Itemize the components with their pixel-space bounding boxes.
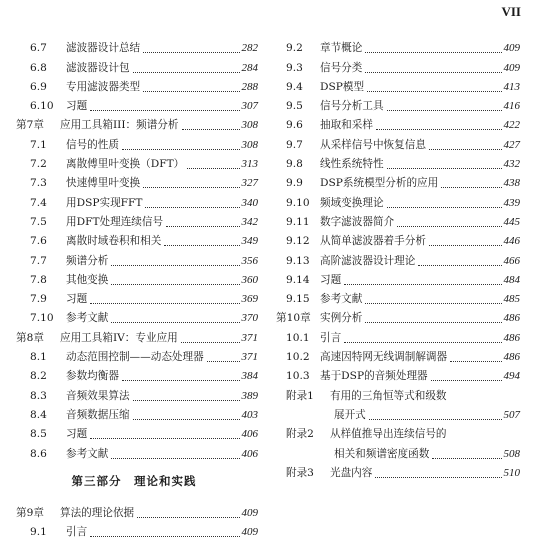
- toc-entry-number: 9.11: [286, 215, 310, 228]
- toc-section-entry: [276, 229, 520, 248]
- toc-section-entry: [10, 345, 258, 364]
- toc-leader-dots: [143, 52, 239, 53]
- toc-entry-page: 360: [241, 273, 258, 286]
- toc-entry-number: 9.13: [286, 254, 310, 267]
- part-heading: 第三部分 理论和实践: [71, 473, 197, 488]
- toc-section-entry: [10, 248, 258, 267]
- toc-section-entry: [276, 248, 520, 267]
- toc-entry-title: 离散时域卷积和相关: [66, 235, 162, 248]
- toc-entry-title: 章节概论: [320, 42, 363, 55]
- toc-entry-number: 附录3: [286, 466, 314, 479]
- toc-entry-title: 习题: [66, 100, 88, 113]
- toc-right-column: [276, 36, 520, 480]
- toc-entry-page: 485: [503, 293, 520, 306]
- toc-entry-number: 10.3: [286, 370, 310, 383]
- toc-entry-title: 用DFT处理连续信号: [66, 215, 164, 228]
- toc-leader-dots: [429, 245, 502, 246]
- toc-entry-number: 8.1: [30, 351, 47, 364]
- toc-entry-title: 滤波器设计总结: [66, 42, 141, 55]
- toc-leader-dots: [111, 284, 239, 285]
- toc-section-entry: [10, 306, 258, 325]
- toc-appendix-entry: [276, 403, 520, 422]
- toc-entry-title: 参考文献: [320, 293, 363, 306]
- toc-leader-dots: [365, 72, 501, 73]
- toc-leader-dots: [133, 400, 240, 401]
- toc-entry-title: 应用工具箱IV：专业应用: [60, 331, 178, 344]
- toc-entry-page: 282: [241, 42, 258, 55]
- toc-section-entry: [276, 152, 520, 171]
- toc-section-entry: [10, 422, 258, 441]
- toc-leader-dots: [182, 129, 240, 130]
- toc-leader-dots: [137, 517, 239, 518]
- toc-leader-dots: [441, 187, 501, 188]
- toc-section-entry: [10, 55, 258, 74]
- toc-section-entry: [10, 403, 258, 422]
- toc-leader-dots: [90, 303, 239, 304]
- toc-entry-page: 427: [503, 138, 520, 151]
- toc-entry-page: 508: [503, 447, 520, 460]
- toc-leader-dots: [122, 380, 240, 381]
- toc-leader-dots: [365, 52, 501, 53]
- toc-entry-page: 466: [503, 254, 520, 267]
- toc-entry-number: 第8章: [16, 331, 44, 344]
- toc-section-entry: [276, 113, 520, 132]
- toc-entry-title: 音频效果算法: [66, 389, 130, 402]
- toc-entry-title: 线性系统特性: [320, 158, 384, 171]
- toc-entry-number: 第9章: [16, 506, 44, 519]
- toc-leader-dots: [90, 536, 239, 537]
- toc-section-entry: [10, 132, 258, 151]
- toc-entry-number: 7.3: [30, 177, 47, 190]
- toc-leader-dots: [387, 207, 502, 208]
- toc-section-entry: [276, 171, 520, 190]
- toc-entry-number: 9.15: [286, 293, 310, 306]
- toc-entry-title: 参考文献: [66, 312, 109, 325]
- toc-entry-title: 实例分析: [320, 312, 363, 325]
- toc-leader-dots: [418, 265, 501, 266]
- toc-leader-dots: [431, 380, 502, 381]
- toc-chapter-entry: [10, 113, 258, 132]
- toc-entry-number: 9.14: [286, 273, 310, 286]
- toc-leader-dots: [375, 477, 501, 478]
- toc-entry-number: 7.5: [30, 215, 47, 228]
- toc-section-entry: [10, 268, 258, 287]
- toc-entry-number: 8.5: [30, 428, 47, 441]
- toc-section-entry: [276, 268, 520, 287]
- toc-entry-title: 信号的性质: [66, 138, 119, 151]
- toc-entry-title: DSP系统模型分析的应用: [320, 177, 439, 190]
- toc-entry-title: 动态范围控制——动态处理器: [66, 351, 204, 364]
- toc-leader-dots: [369, 419, 502, 420]
- toc-leader-dots: [111, 265, 239, 266]
- toc-leader-dots: [143, 187, 239, 188]
- toc-entry-page: 445: [503, 215, 520, 228]
- toc-entry-number: 7.1: [30, 138, 47, 151]
- toc-leader-dots: [365, 322, 501, 323]
- toc-entry-page: 484: [503, 273, 520, 286]
- toc-entry-title: 高阶滤波器设计理论: [320, 254, 416, 267]
- toc-entry-title: 信号分类: [320, 61, 363, 74]
- toc-entry-title: 快速傅里叶变换: [66, 177, 141, 190]
- toc-entry-page: 416: [503, 100, 520, 113]
- toc-chapter-entry: [276, 306, 520, 325]
- toc-entry-number: 附录2: [286, 428, 314, 441]
- toc-section-entry: [10, 152, 258, 171]
- toc-entry-title: 引言: [66, 526, 88, 539]
- toc-section-entry: [10, 171, 258, 190]
- toc-section-entry: [10, 229, 258, 248]
- toc-leader-dots: [397, 226, 501, 227]
- toc-leader-dots: [429, 149, 502, 150]
- toc-leader-dots: [365, 303, 501, 304]
- toc-leader-dots: [90, 110, 239, 111]
- toc-chapter-entry: [10, 325, 258, 344]
- toc-entry-title: 信号分析工具: [320, 100, 384, 113]
- toc-entry-page: 409: [241, 506, 258, 519]
- toc-entry-number: 9.3: [286, 61, 303, 74]
- toc-entry-title: 参数均衡器: [66, 370, 119, 383]
- toc-entry-number: 7.4: [30, 196, 47, 209]
- toc-entry-title: 高速因特网无线调制解调器: [320, 351, 448, 364]
- toc-entry-page: 308: [241, 138, 258, 151]
- toc-appendix-entry: [276, 461, 520, 480]
- toc-leader-dots: [207, 361, 240, 362]
- toc-entry-page: 510: [503, 466, 520, 479]
- toc-entry-title: 从简单滤波器着手分析: [320, 235, 426, 248]
- toc-entry-number: 7.7: [30, 254, 47, 267]
- toc-entry-page: 342: [241, 215, 258, 228]
- toc-entry-page: 371: [241, 351, 258, 364]
- toc-entry-number: 7.10: [30, 312, 54, 325]
- toc-entry-page: 507: [503, 408, 520, 421]
- toc-section-entry: [10, 364, 258, 383]
- toc-section-entry: [276, 75, 520, 94]
- toc-entry-title: 参考文献: [66, 447, 109, 460]
- toc-entry-number: 9.9: [286, 177, 303, 190]
- toc-entry-title: 从样值推导出连续信号的: [330, 428, 447, 441]
- toc-leader-dots: [143, 91, 239, 92]
- toc-section-entry: [276, 190, 520, 209]
- toc-entry-number: 8.3: [30, 389, 47, 402]
- toc-leader-dots: [90, 438, 239, 439]
- toc-entry-title: 音频数据压缩: [66, 408, 130, 421]
- toc-section-entry: [276, 345, 520, 364]
- toc-entry-page: 486: [503, 312, 520, 325]
- toc-left-column: [10, 36, 258, 539]
- toc-entry-number: 附录1: [286, 389, 314, 402]
- toc-entry-title: 引言: [320, 331, 342, 344]
- toc-entry-number: 8.4: [30, 408, 47, 421]
- toc-entry-title: 光盘内容: [330, 466, 373, 479]
- toc-entry-number: 9.2: [286, 42, 303, 55]
- toc-entry-number: 9.7: [286, 138, 303, 151]
- toc-entry-number: 9.12: [286, 235, 310, 248]
- toc-entry-title: 展开式: [334, 408, 366, 421]
- toc-entry-title: 频谱分析: [66, 254, 109, 267]
- toc-entry-number: 6.8: [30, 61, 47, 74]
- toc-entry-page: 327: [241, 177, 258, 190]
- toc-entry-page: 438: [503, 177, 520, 190]
- toc-appendix-entry: [276, 383, 520, 402]
- toc-entry-number: 8.2: [30, 370, 47, 383]
- toc-entry-page: 409: [503, 42, 520, 55]
- toc-entry-number: 7.9: [30, 293, 47, 306]
- toc-entry-number: 7.2: [30, 158, 47, 171]
- toc-entry-number: 第10章: [276, 312, 311, 325]
- toc-entry-title: 用DSP实现FFT: [66, 196, 143, 209]
- toc-entry-page: 288: [241, 80, 258, 93]
- toc-entry-number: 9.5: [286, 100, 303, 113]
- toc-leader-dots: [166, 226, 239, 227]
- toc-entry-number: 10.1: [286, 331, 310, 344]
- toc-entry-title: 频域变换理论: [320, 196, 384, 209]
- toc-section-entry: [10, 210, 258, 229]
- toc-entry-page: 432: [503, 158, 520, 171]
- toc-leader-dots: [133, 419, 240, 420]
- toc-leader-dots: [367, 91, 501, 92]
- toc-appendix-entry: [276, 422, 520, 441]
- toc-entry-page: 371: [241, 331, 258, 344]
- toc-entry-page: 486: [503, 351, 520, 364]
- toc-section-entry: [276, 364, 520, 383]
- toc-entry-number: 8.6: [30, 447, 47, 460]
- toc-entry-page: 439: [503, 196, 520, 209]
- toc-entry-page: 369: [241, 293, 258, 306]
- toc-entry-title: 习题: [320, 273, 342, 286]
- toc-leader-dots: [133, 72, 240, 73]
- toc-entry-title: 滤波器设计包: [66, 61, 130, 74]
- toc-entry-page: 307: [241, 100, 258, 113]
- toc-entry-title: 相关和频谱密度函数: [334, 447, 430, 460]
- toc-appendix-entry: [276, 441, 520, 460]
- toc-section-entry: [276, 325, 520, 344]
- toc-entry-title: 算法的理论依据: [60, 506, 135, 519]
- toc-entry-number: 7.8: [30, 273, 47, 286]
- toc-leader-dots: [111, 458, 239, 459]
- toc-section-entry: [10, 94, 258, 113]
- toc-entry-page: 384: [241, 370, 258, 383]
- toc-entry-number: 10.2: [286, 351, 310, 364]
- toc-section-entry: [10, 383, 258, 402]
- toc-section-entry: [10, 190, 258, 209]
- toc-section-entry: [10, 441, 258, 460]
- toc-entry-number: 6.7: [30, 42, 47, 55]
- toc-leader-dots: [145, 207, 239, 208]
- toc-leader-dots: [122, 149, 240, 150]
- toc-entry-number: 9.10: [286, 196, 310, 209]
- toc-entry-page: 409: [241, 526, 258, 539]
- toc-section-entry: [276, 287, 520, 306]
- toc-entry-page: 494: [503, 370, 520, 383]
- toc-entry-page: 340: [241, 196, 258, 209]
- toc-entry-page: 308: [241, 119, 258, 132]
- toc-leader-dots: [344, 284, 501, 285]
- toc-entry-number: 6.10: [30, 100, 54, 113]
- toc-leader-dots: [376, 129, 502, 130]
- toc-section-entry: [276, 210, 520, 229]
- toc-leader-dots: [387, 168, 502, 169]
- toc-entry-number: 第7章: [16, 119, 44, 132]
- toc-leader-dots: [181, 342, 240, 343]
- toc-section-entry: [276, 55, 520, 74]
- toc-entry-title: 其他变换: [66, 273, 109, 286]
- toc-section-entry: [10, 36, 258, 55]
- toc-entry-title: 应用工具箱III：频谱分析: [60, 119, 179, 132]
- toc-entry-page: 313: [241, 158, 258, 171]
- toc-entry-number: 6.9: [30, 80, 47, 93]
- toc-entry-title: 数字滤波器简介: [320, 215, 395, 228]
- toc-entry-number: 9.6: [286, 119, 303, 132]
- toc-entry-title: DSP模型: [320, 80, 365, 93]
- toc-entry-page: 389: [241, 389, 258, 402]
- toc-entry-page: 349: [241, 235, 258, 248]
- toc-entry-title: 专用滤波器类型: [66, 80, 141, 93]
- toc-entry-title: 习题: [66, 428, 88, 441]
- toc-section-entry: [10, 287, 258, 306]
- toc-entry-page: 403: [241, 408, 258, 421]
- toc-entry-page: 486: [503, 331, 520, 344]
- toc-entry-page: 413: [503, 80, 520, 93]
- toc-entry-number: 9.1: [30, 526, 47, 539]
- toc-entry-number: 7.6: [30, 235, 47, 248]
- toc-section-entry: [10, 75, 258, 94]
- toc-entry-number: 9.4: [286, 80, 303, 93]
- toc-entry-number: 9.8: [286, 158, 303, 171]
- toc-entry-title: 基于DSP的音频处理器: [320, 370, 428, 383]
- toc-chapter-entry: [10, 501, 258, 520]
- toc-leader-dots: [432, 458, 501, 459]
- toc-entry-title: 从采样信号中恢复信息: [320, 138, 426, 151]
- toc-entry-page: 409: [503, 61, 520, 74]
- toc-entry-page: 446: [503, 235, 520, 248]
- toc-section-entry: [276, 36, 520, 55]
- toc-section-entry: [276, 132, 520, 151]
- toc-entry-title: 离散傅里叶变换（DFT）: [66, 158, 185, 171]
- toc-leader-dots: [111, 322, 239, 323]
- toc-section-entry: [276, 94, 520, 113]
- toc-leader-dots: [164, 245, 239, 246]
- toc-entry-page: 356: [241, 254, 258, 267]
- toc-entry-page: 284: [241, 61, 258, 74]
- toc-entry-page: 422: [503, 119, 520, 132]
- toc-section-entry: [10, 520, 258, 539]
- toc-entry-page: 406: [241, 447, 258, 460]
- toc-leader-dots: [387, 110, 502, 111]
- toc-entry-page: 370: [241, 312, 258, 325]
- toc-entry-title: 习题: [66, 293, 88, 306]
- toc-entry-title: 抽取和采样: [320, 119, 373, 132]
- toc-leader-dots: [450, 361, 501, 362]
- page-number: VII: [501, 4, 521, 19]
- toc-leader-dots: [187, 168, 239, 169]
- toc-entry-page: 406: [241, 428, 258, 441]
- toc-leader-dots: [344, 342, 501, 343]
- toc-entry-title: 有用的三角恒等式和级数: [330, 389, 447, 402]
